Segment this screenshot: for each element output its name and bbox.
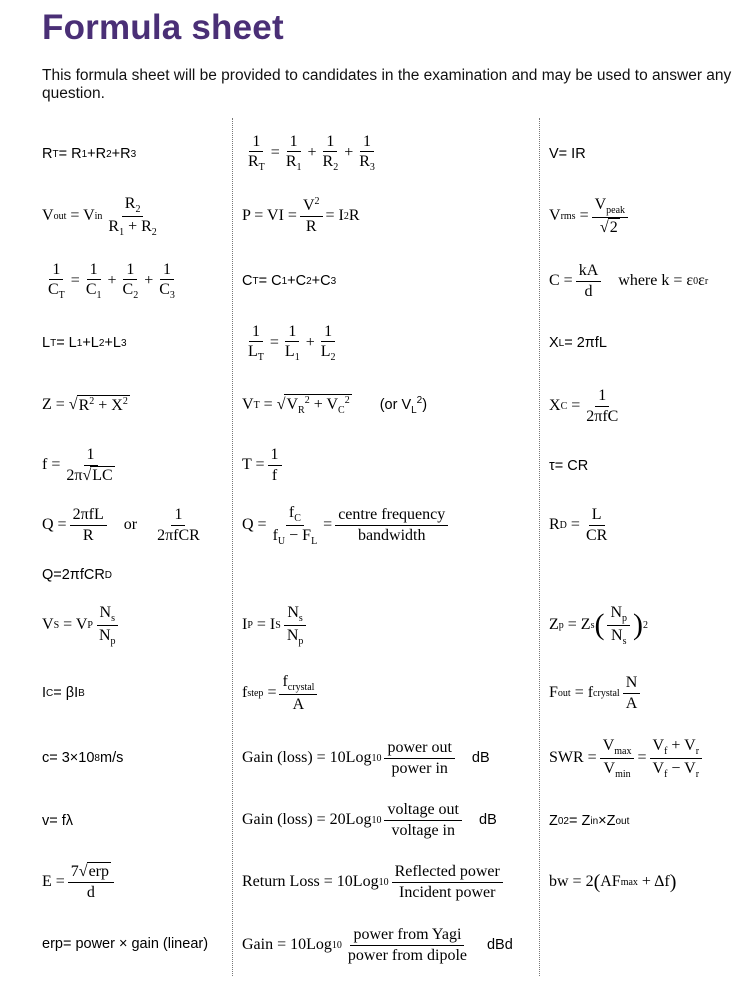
formula-q-factor-bandwidth: Q = $\frac{f_C}{f_U - F_L}$ = $\frac{\text{centre frequency}}{\text{bandwidth}}$ [242, 500, 451, 550]
centre-frequency-text: centre frequency [335, 506, 448, 526]
gain-loss-20-text: Gain (loss) = 20Log [242, 811, 372, 828]
formula-transistor-gain: I C = βI B [42, 685, 85, 701]
db-unit: dB [471, 750, 490, 766]
formula-total-resistance-series: R T = R 1 +R 2 +R 3 [42, 146, 137, 162]
reflected-power-text: Reflected power [392, 863, 503, 883]
formula-voltage-divider: V out = V in $\frac{R_2}{R_1 + R_2}$ [42, 194, 157, 238]
formula-antenna-gain: Gain = 10Log 10 $\frac{\text{power from Yagi}}{\text{power from dipole}}$ dBd [242, 925, 513, 964]
incident-power-text: Incident power [399, 883, 496, 901]
formula-gain-loss-power: Gain (loss) = 10Log 10 $\frac{\text{power out}}{\text{power in}}$ dB [242, 738, 490, 777]
formula-time-constant: τ= CR [549, 458, 589, 474]
bandwidth-text: bandwidth [357, 526, 426, 544]
formula-transformer-impedance: Z p = Z s ( $\frac{N_p}{N_s}$ ) 2 [549, 603, 649, 647]
formula-power: P = VI = $\frac{V^2}{R}$ = I 2 R [242, 196, 360, 235]
power-in-text: power in [391, 759, 448, 777]
voltage-out-text: voltage out [384, 801, 462, 821]
formula-total-voltage: V T = √ $V_R^2 + V_C^2$ (or V $_L^2$) [242, 394, 428, 416]
formula-total-inductance-series: L T = L 1 +L 2 +L 3 [42, 335, 127, 351]
formula-total-capacitance-parallel: C T = C 1 +C 2 +C 3 [242, 273, 337, 289]
gain-loss-10-text: Gain (loss) = 10Log [242, 749, 372, 766]
formula-q-factor-parallel: Q=2πfCR D [42, 567, 113, 583]
formula-field-strength: E = $\frac{\text{7√erp}}{d}$ [42, 857, 117, 907]
formula-bandwidth-fm: bw = 2 ( AF max + Δf ) [549, 870, 677, 893]
formula-resonant-frequency: f = $\frac{1}{2\pi√LC}$ [42, 445, 113, 484]
formula-dynamic-resistance: R D = $\frac{L}{CR}$ [549, 505, 608, 544]
power-out-text: power out [384, 739, 454, 759]
formula-q-factor-series: Q = $\frac{\text{2πfL}}{R}$ or $\frac{1}{\text{2πfCR}}$ [42, 505, 200, 544]
formula-speed-of-light: c= 3×10 8 m/s [42, 750, 124, 766]
formula-return-loss: Return Loss = 10Log 10 $\frac{\text{Reflected power}}{\text{Incident power}}$ [242, 857, 506, 907]
column-divider-left [232, 118, 233, 976]
or-vl2-text: (or V [379, 397, 412, 413]
formula-capacitance: C = $\frac{kA}{d}$ where k = ε 0 ε r [549, 261, 709, 300]
power-from-yagi-text: power from Yagi [350, 926, 464, 946]
q2pi-text: Q=2πfCR [42, 567, 105, 583]
formula-rms-voltage: V rms = $\frac{V_{peak}}{√2}$ [549, 192, 631, 240]
formula-impedance: Z = √ $R^2 + X^2$ [42, 396, 128, 414]
where-text: where k = ε [618, 272, 694, 289]
db-unit: dB [479, 812, 497, 828]
column-divider-right [539, 118, 540, 976]
intro-text: This formula sheet will be provided to candidates in the examination and may be used to answer any question. [42, 67, 732, 102]
formula-output-frequency: F out = f crystal $\frac{N}{A}$ [549, 668, 643, 718]
gain-10-text: Gain = 10Log [242, 936, 332, 953]
formula-gain-loss-voltage: Gain (loss) = 20Log 10 $\frac{\text{voltage out}}{\text{voltage in}}$ dB [242, 800, 497, 839]
formula-swr: SWR = $\frac{V_{max}}{V_{min}}$ = $\frac{V_f + V_r}{V_f - V_r}$ [549, 733, 705, 783]
page-title: Formula sheet [42, 8, 284, 47]
formula-total-inductance-parallel: $\frac{1}{L_T}$ = $\frac{1}{L_1}$ + $\frac{1}{L_2}$ [248, 322, 336, 364]
formula-transformer-voltage: V S = V P $\frac{N_s}{N_p}$ [42, 600, 122, 650]
or-text: or [123, 516, 138, 533]
formula-ohms-law: V= IR [549, 146, 586, 162]
formula-capacitive-reactance: X C = $\frac{1}{\text{2πfC}}$ [549, 386, 619, 425]
power-from-dipole-text: power from dipole [347, 946, 467, 964]
formula-wave-speed: v= fλ [42, 813, 74, 829]
formula-total-capacitance-series: $\frac{1}{C_T}$ = $\frac{1}{C_1}$ + $\frac{1}{C_2}$ + $\frac{1}{C_3}$ [48, 260, 175, 302]
formula-characteristic-impedance: Z 0 2 = Z in ×Z out [549, 813, 630, 829]
formula-erp: erp= power × gain (linear) [42, 936, 209, 952]
formula-transformer-current: I P = I S $\frac{N_s}{N_p}$ [242, 600, 309, 650]
voltage-in-text: voltage in [391, 821, 455, 839]
return-loss-text: Return Loss = 10Log [242, 873, 379, 890]
formula-step-frequency: f step = $\frac{f_{crystal}}{A}$ [242, 668, 320, 718]
formula-period: T = $\frac{1}{f}$ [242, 440, 285, 490]
c-units-text: m/s [99, 750, 124, 766]
dbd-unit: dBd [486, 937, 513, 953]
c-speed-text: c= 3×10 [42, 750, 95, 766]
formula-total-resistance-parallel: $\frac{1}{R_T}$ = $\frac{1}{R_1}$ + $\frac{1}{R_2}$ + $\frac{1}{R_3}$ [248, 132, 375, 174]
formula-inductive-reactance: X L = 2πfL [549, 335, 607, 351]
